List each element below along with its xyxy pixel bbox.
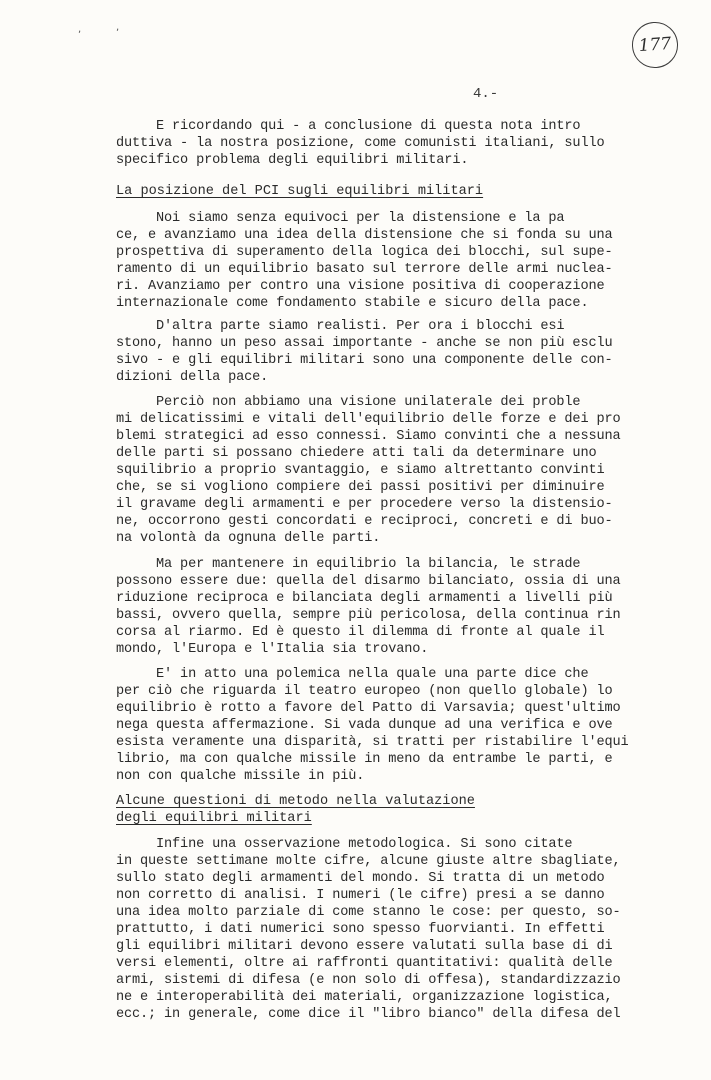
- paragraph-line: non corretto di analisi. I numeri (le cifre) presi a se danno: [116, 888, 605, 903]
- paragraph-line: nega questa affermazione. Si vada dunque ad una verifica e ove: [116, 718, 613, 733]
- paragraph-line: gli equilibri militari devono essere valutati sulla base di di: [116, 939, 613, 954]
- section-heading: degli equilibri militari: [116, 811, 312, 826]
- paragraph-line: esista veramente una disparità, si tratti per ristabilire l'equi: [116, 735, 629, 750]
- scan-mark: ,: [78, 24, 82, 35]
- paragraph-line: armi, sistemi di difesa (e non solo di offesa), standardizzazio: [116, 973, 621, 988]
- scan-mark: ,: [116, 22, 120, 33]
- page-number: 4.-: [473, 86, 499, 102]
- paragraph-line: una idea molto parziale di come stanno le cose: per questo, so-: [116, 905, 621, 920]
- paragraph-line: D'altra parte siamo realisti. Per ora i blocchi esi: [116, 319, 565, 334]
- paragraph-line: librio, ma con qualche missile in meno da entrambe le parti, e: [116, 752, 613, 767]
- paragraph-line: dizioni della pace.: [116, 370, 269, 385]
- paragraph-line: in queste settimane molte cifre, alcune giuste altre sbagliate,: [116, 854, 621, 869]
- paragraph-line: sullo stato degli armamenti del mondo. Si tratta di un metodo: [116, 871, 605, 886]
- paragraph-line: bassi, ovvero quella, sempre più pericolosa, della continua rin: [116, 608, 621, 623]
- paragraph-line: versi elementi, oltre ai raffronti quantitativi: qualità delle: [116, 956, 613, 971]
- paragraph-line: blemi strategici ad esso connessi. Siamo convinti che a nessuna: [116, 429, 621, 444]
- paragraph-line: Ma per mantenere in equilibrio la bilancia, le strade: [116, 557, 581, 572]
- paragraph-line: na volontà da ognuna delle parti.: [116, 531, 381, 546]
- section-heading: La posizione del PCI sugli equilibri militari: [116, 184, 484, 199]
- archive-stamp: [630, 20, 679, 69]
- paragraph-line: possono essere due: quella del disarmo bilanciato, ossia di una: [116, 574, 621, 589]
- paragraph-line: Noi siamo senza equivoci per la distensione e la pa: [116, 211, 565, 226]
- paragraph-line: ecc.; in generale, come dice il "libro bianco" della difesa del: [116, 1007, 621, 1022]
- paragraph-line: delle parti si possano chiedere atti tali da determinare uno: [116, 446, 597, 461]
- paragraph-line: ne, occorrono gesti concordati e reciproci, concreti e di buo-: [116, 514, 613, 529]
- paragraph-line: Perciò non abbiamo una visione unilaterale dei proble: [116, 395, 581, 410]
- paragraph-line: sivo - e gli equilibri militari sono una componente delle con-: [116, 353, 613, 368]
- paragraph-line: riduzione reciproca e bilanciata degli armamenti a livelli più: [116, 591, 613, 606]
- paragraph-line: che, se si vogliono compiere dei passi positivi per diminuire: [116, 480, 605, 495]
- paragraph-line: stono, hanno un peso assai importante - anche se non più esclu: [116, 336, 613, 351]
- paragraph-line: internazionale come fondamento stabile e sicuro della pace.: [116, 296, 589, 311]
- paragraph-line: corsa al riarmo. Ed è questo il dilemma di fronte al quale il: [116, 625, 605, 640]
- paragraph-line: non con qualche missile in più.: [116, 769, 365, 784]
- paragraph-line: ramento di un equilibrio basato sul terrore delle armi nuclea-: [116, 262, 613, 277]
- paragraph-line: ne e interoperabilità dei materiali, organizzazione logistica,: [116, 990, 613, 1005]
- section-heading: Alcune questioni di metodo nella valutazione: [116, 794, 475, 809]
- paragraph-line: Infine una osservazione metodologica. Si sono citate: [116, 837, 573, 852]
- paragraph-line: mondo, l'Europa e l'Italia sia trovano.: [116, 642, 429, 657]
- intro-line: specifico problema degli equilibri militari.: [116, 153, 469, 168]
- stamp-number: 177: [638, 33, 672, 57]
- paragraph-line: prattutto, i dati numerici sono spesso fuorvianti. In effetti: [116, 922, 605, 937]
- paragraph-line: per ciò che riguarda il teatro europeo (non quello globale) lo: [116, 684, 613, 699]
- paragraph-line: mi delicatissimi e vitali dell'equilibrio delle forze e dei pro: [116, 412, 621, 427]
- paragraph-line: E' in atto una polemica nella quale una parte dice che: [116, 667, 589, 682]
- intro-line: E ricordando qui - a conclusione di questa nota intro: [116, 119, 581, 134]
- paragraph-line: prospettiva di superamento della logica dei blocchi, sul supe-: [116, 245, 613, 260]
- paragraph-line: squilibrio a proprio svantaggio, e siamo altrettanto convinti: [116, 463, 605, 478]
- paragraph-line: ce, e avanziamo una idea della distensione che si fonda su una: [116, 228, 613, 243]
- paragraph-line: ri. Avanziamo per contro una visione positiva di cooperazione: [116, 279, 605, 294]
- paragraph-line: il gravame degli armamenti e per procedere verso la distensio-: [116, 497, 613, 512]
- paragraph-line: equilibrio è rotto a favore del Patto di Varsavia; quest'ultimo: [116, 701, 621, 716]
- intro-line: duttiva - la nostra posizione, come comunisti italiani, sullo: [116, 136, 605, 151]
